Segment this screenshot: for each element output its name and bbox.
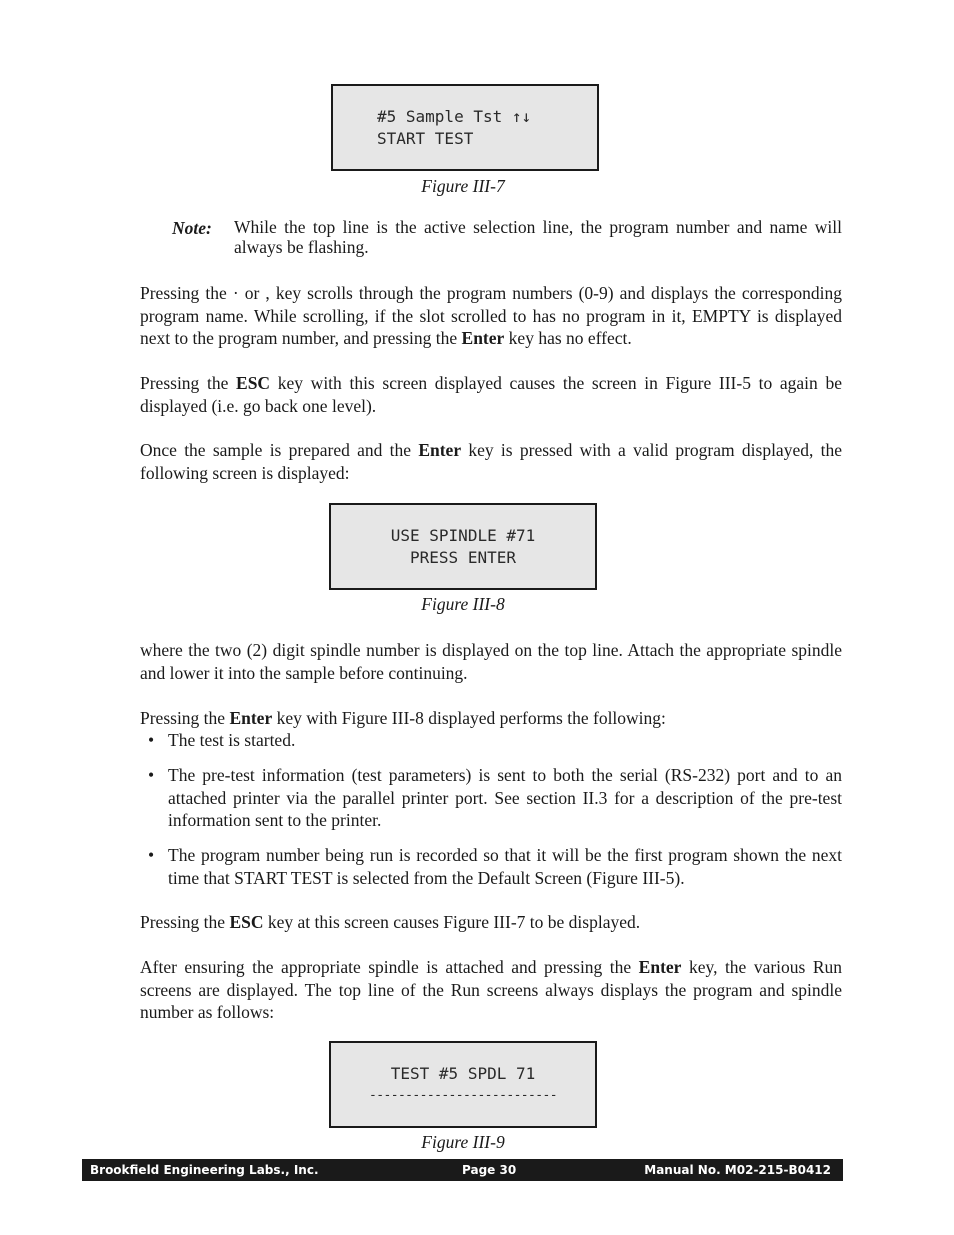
paragraph-text: key is pressed with a valid program displayed, the following screen is displayed: <box>140 440 842 483</box>
lcd-line-2: -------------------------- <box>369 1088 557 1103</box>
lcd-display-figure-9 <box>329 1041 597 1128</box>
lcd-line-1: TEST #5 SPDL 71 <box>390 1064 536 1083</box>
paragraph <box>140 372 842 417</box>
paragraph: where the two (2) digit spindle number is displayed on the top line. Attach the appropriate spindle and lower it into the sample before continuing. <box>140 640 842 683</box>
footer-company: Brookfield Engineering Labs., Inc. <box>90 1163 319 1177</box>
paragraph-text: key with Figure III-8 displayed performs the following: <box>272 708 666 728</box>
paragraph-text: Pressing the · or , key scrolls through the program numbers (0-9) and displays the corresponding program name. While scrolling, if the slot scrolled to has no program in it, EMPTY is displayed next to the program number, and pressing the <box>140 283 842 348</box>
lcd-line-2: PRESS ENTER <box>410 548 516 567</box>
paragraph <box>140 439 842 484</box>
paragraph-text: Pressing the <box>140 708 230 728</box>
bullet-icon: • <box>148 730 155 750</box>
note-text: While the top line is the active selection line, the program number and name will always be flashing. <box>234 217 842 257</box>
figure-caption: Figure III-8 <box>421 594 505 614</box>
key-name: Enter <box>461 328 505 348</box>
paragraph <box>140 282 842 350</box>
figure-caption: Figure III-9 <box>421 1132 505 1152</box>
paragraph-text: Once the sample is prepared and the <box>140 440 419 460</box>
lcd-display-figure-8 <box>329 503 597 590</box>
key-name: ESC <box>229 912 264 932</box>
paragraph <box>140 956 842 1024</box>
list-item: The test is started. <box>168 730 296 750</box>
paragraph-text: key at this screen causes Figure III-7 to be displayed. <box>263 912 641 932</box>
list-item: The program number being run is recorded so that it will be the first program shown the next time that START TEST is selected from the Default Screen (Figure III-5). <box>168 845 842 888</box>
key-name: ESC <box>236 373 271 393</box>
lcd-line-1: USE SPINDLE #71 <box>390 526 536 545</box>
bullet-icon: • <box>148 765 155 785</box>
footer-manual-number: Manual No. M02-215-B0412 <box>644 1163 831 1177</box>
paragraph-text: key, the various Run screens are displayed. The top line of the Run screens always displays the program and spindle number as follows: <box>140 957 842 1022</box>
figure-caption: Figure III-7 <box>421 176 505 196</box>
bullet-icon: • <box>148 845 155 865</box>
paragraph-text: Pressing the <box>140 912 230 932</box>
paragraph-text: key has no effect. <box>504 328 632 348</box>
note-label: Note: <box>172 218 212 238</box>
paragraph <box>140 911 842 934</box>
page-footer <box>82 1159 843 1181</box>
paragraph-text: After ensuring the appropriate spindle is attached and pressing the <box>140 957 639 977</box>
lcd-line-1: #5 Sample Tst ↑↓ <box>377 107 532 126</box>
paragraph <box>140 707 842 730</box>
key-name: Enter <box>638 957 682 977</box>
footer-page-number: Page 30 <box>462 1163 517 1177</box>
paragraph-text: key with this screen displayed causes the screen in Figure III-5 to again be displayed (i.e. go back one level). <box>140 373 842 416</box>
paragraph-text: Pressing the <box>140 373 237 393</box>
key-name: Enter <box>418 440 462 460</box>
lcd-display-figure-7 <box>331 84 599 171</box>
lcd-line-2: START TEST <box>377 129 474 148</box>
list-item: The pre-test information (test parameters) is sent to both the serial (RS-232) port and to an attached printer via the parallel printer port. See section II.3 for a description of the pre-test information sent to the printer. <box>168 765 842 830</box>
key-name: Enter <box>229 708 273 728</box>
